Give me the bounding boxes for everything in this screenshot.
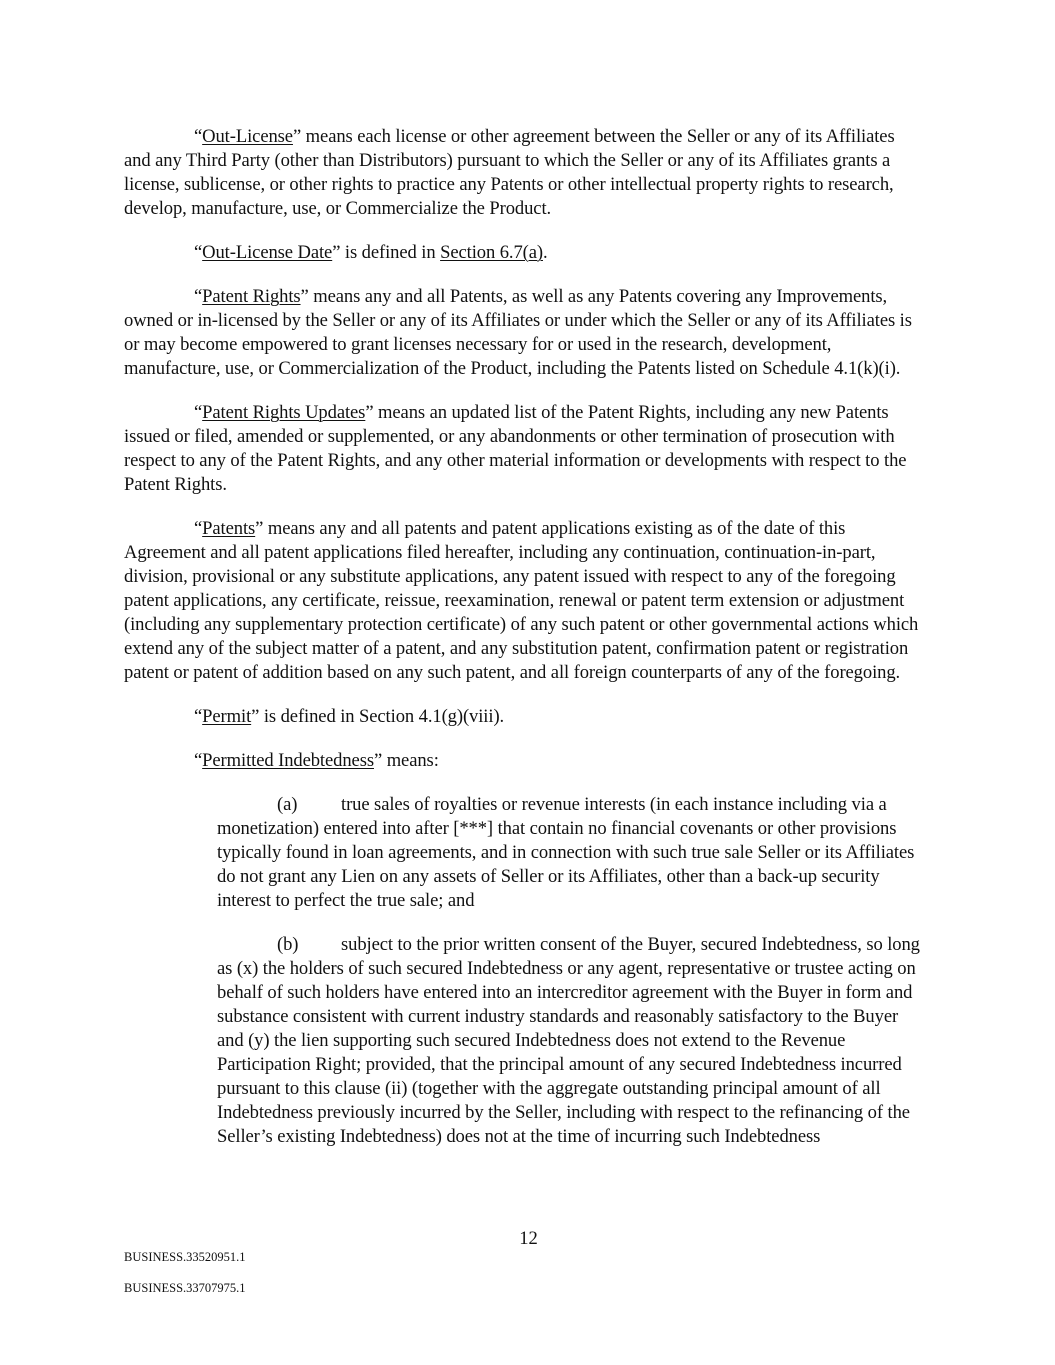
defined-term: Patent Rights bbox=[202, 286, 301, 307]
close-quote: ” bbox=[292, 126, 302, 147]
definition-permitted-indebtedness bbox=[124, 749, 924, 773]
open-quote: “ bbox=[194, 518, 203, 539]
close-quote: ” bbox=[373, 750, 383, 771]
definition-patents bbox=[124, 517, 924, 685]
close-quote: ” bbox=[332, 242, 341, 263]
document-id: BUSINESS.33520951.1 bbox=[124, 1250, 246, 1264]
definition-text: means an updated list of the Patent Rights, including any new Patents issued or filed, amended or supplemented, or any abandonments or other termination of prosecution with respect to any of the Patent Rights, and any other material information or developments with respect to the Patent Rights. bbox=[124, 402, 907, 495]
document-id: BUSINESS.33707975.1 bbox=[124, 1281, 246, 1295]
section-reference-link[interactable]: Section 6.7(a) bbox=[440, 242, 543, 263]
definition-permit bbox=[124, 705, 924, 729]
definition-out-license-date bbox=[124, 241, 924, 265]
close-quote: ” bbox=[365, 402, 374, 423]
defined-term: Patent Rights Updates bbox=[202, 402, 366, 423]
definition-patent-rights bbox=[124, 285, 924, 381]
defined-term: Patents bbox=[202, 518, 256, 539]
definition-patent-rights-updates bbox=[124, 401, 924, 497]
open-quote: “ bbox=[194, 750, 203, 771]
clause-text: true sales of royalties or revenue interests (in each instance including via a monetization) entered into after [***] that contain no financial covenants or other provisions typically found in loan agreements, and in connection with such true sale Seller or its Affiliates do not grant any Lien on any assets of Seller or its Affiliates, other than a back-up security interest to perfect the true sale; and bbox=[217, 794, 915, 911]
clause-a bbox=[217, 793, 924, 913]
clause-text: subject to the prior written consent of the Buyer, secured Indebtedness, so long as (x) the holders of such secured Indebtedness or any agent, representative or trustee acting on behalf of such holders have entered into an intercreditor agreement with the Buyer in form and substance consistent with current industry standards and reasonably satisfactory to the Buyer and (y) the lien supporting such secured Indebtedness does not extend to the Revenue Participation Right; provided, that the principal amount of any secured Indebtedness incurred pursuant to this clause (ii) (together with the aggregate outstanding principal amount of all Indebtedness previously incurred by the Seller, including with respect to the refinancing of the Seller’s existing Indebtedness) does not at the time of incurring such Indebtedness bbox=[217, 934, 920, 1147]
definition-text: means each license or other agreement between the Seller or any of its Affiliates and any Third Party (other than Distributors) pursuant to which the Seller or any of its Affiliates grants a license, sublicense, or other rights to practice any Patents or other intellectual property rights to research, develop, manufacture, use, or Commercialize the Product. bbox=[124, 126, 895, 219]
clause-label: (a) bbox=[277, 794, 298, 815]
open-quote: “ bbox=[194, 242, 203, 263]
defined-term: Permitted Indebtedness bbox=[202, 750, 374, 771]
definition-text: means: bbox=[382, 750, 439, 771]
open-quote: “ bbox=[194, 706, 203, 727]
document-page bbox=[124, 125, 924, 1169]
definition-text: means any and all Patents, as well as any Patents covering any Improvements, owned or in-licensed by the Seller or any of its Affiliates or under which the Seller or any of its Affiliates is or may become empowered to grant licenses necessary for or used in the research, development, manufacture, use, or Commercialization of the Product, including the Patents listed on Schedule 4.1(k)(i). bbox=[124, 286, 912, 379]
definition-out-license bbox=[124, 125, 924, 221]
definition-text: is defined in bbox=[340, 242, 441, 263]
defined-term: Out-License Date bbox=[202, 242, 333, 263]
defined-term: Permit bbox=[202, 706, 252, 727]
definition-tail: . bbox=[542, 242, 548, 263]
open-quote: “ bbox=[194, 402, 203, 423]
page-number-text: 12 bbox=[519, 1228, 538, 1249]
definition-text: means any and all patents and patent applications existing as of the date of this Agreement and all patent applications filed hereafter, including any continuation, continuation-in-part, division, provisional or any substitute applications, any patent issued with respect to any of the foregoing patent applications, any certificate, reissue, reexamination, renewal or patent term extension or adjustment (including any supplementary protection certificate) of any such patent or other governmental actions which extend any of the subject matter of a patent, and any substitution patent, confirmation patent or registration patent or patent of addition based on any such patent, and all foreign counterparts of any of the foregoing. bbox=[124, 518, 919, 683]
open-quote: “ bbox=[194, 126, 203, 147]
definition-text: is defined in Section 4.1(g)(viii). bbox=[259, 706, 505, 727]
open-quote: “ bbox=[194, 286, 203, 307]
clause-b bbox=[217, 933, 924, 1149]
close-quote: ” bbox=[300, 286, 309, 307]
defined-term: Out-License bbox=[202, 126, 293, 147]
close-quote: ” bbox=[255, 518, 264, 539]
close-quote: ” bbox=[251, 706, 260, 727]
page-number bbox=[0, 1228, 1055, 1250]
clause-label: (b) bbox=[277, 934, 299, 955]
